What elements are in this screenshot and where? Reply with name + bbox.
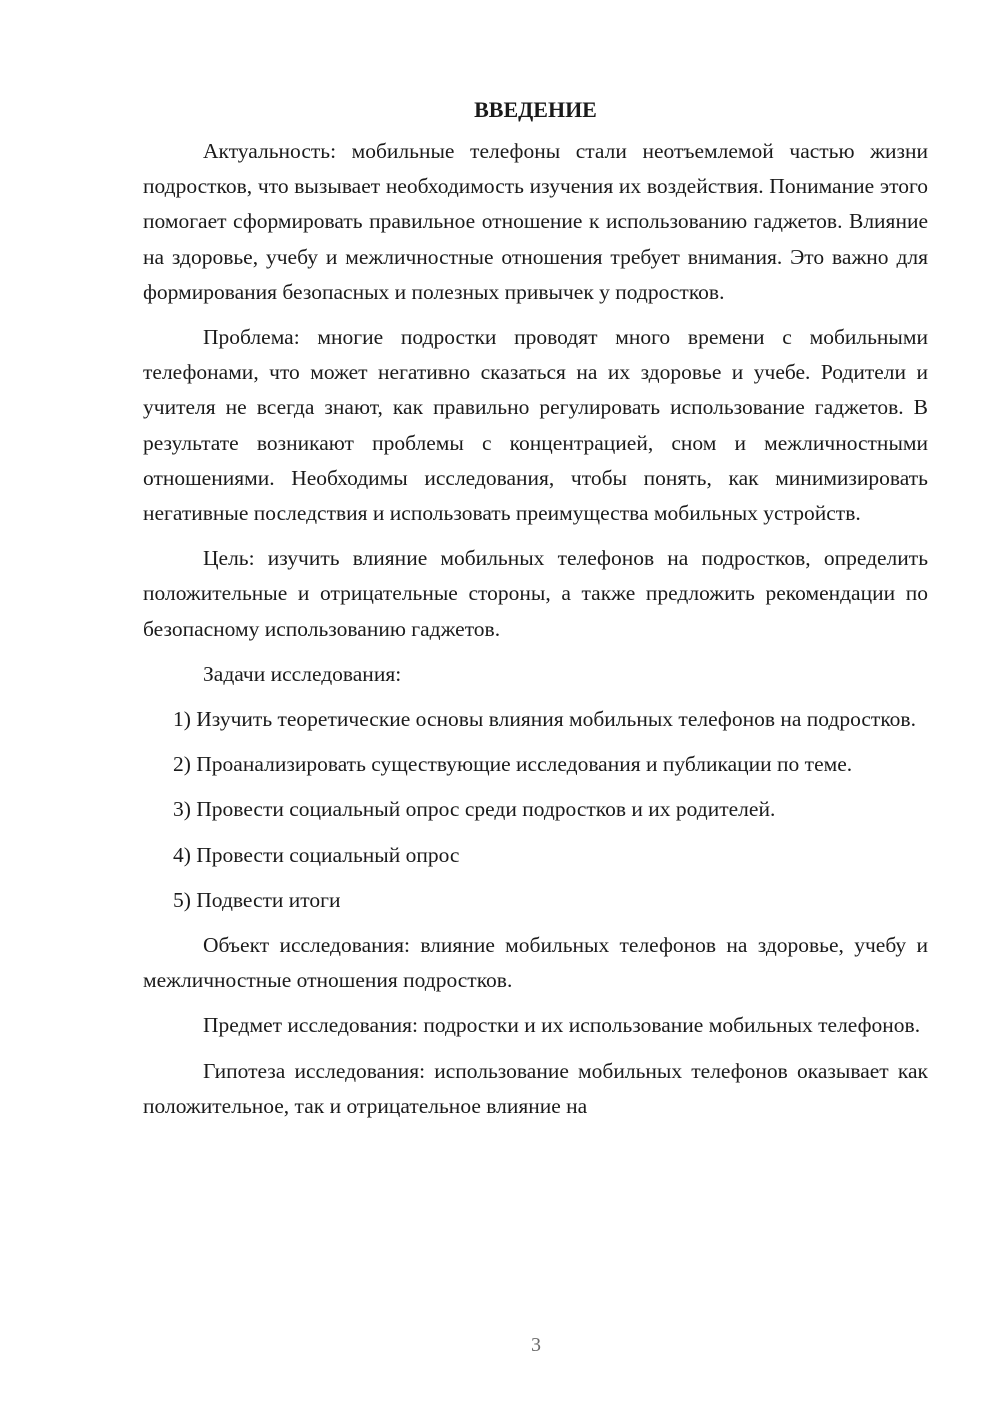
- paragraph-tasks-heading: Задачи исследования:: [203, 661, 402, 686]
- page-number: 3: [531, 1334, 541, 1356]
- task-item-3: 3) Провести социальный опрос среди подростков и их родителей.: [173, 797, 776, 822]
- paragraph-subject: Предмет исследования: подростки и их использование мобильных телефонов.: [203, 1013, 921, 1038]
- task-item-2: 2) Проанализировать существующие исследования и публикации по теме.: [173, 752, 853, 777]
- paragraph-hypothesis: Гипотеза исследования: использование мобильных телефонов оказывает как положительное, так и отрицательное влияние на: [143, 1058, 928, 1118]
- paragraph-object: Объект исследования: влияние мобильных телефонов на здоровье, учебу и межличностные отношения подростков.: [143, 933, 928, 993]
- paragraph-relevance: Актуальность: мобильные телефоны стали неотъемлемой частью жизни подростков, что вызывает необходимость изучения их воздействия. Понимание этого помогает сформировать правильное отношение к использованию гаджетов. Влияние на здоровье, учебу и межличностные отношения требует внимания. Это важно для формирования безопасных и полезных привычек у подростков.: [143, 139, 928, 304]
- paragraph-problem: Проблема: многие подростки проводят много времени с мобильными телефонами, что может негативно сказаться на их здоровье и учебе. Родители и учителя не всегда знают, как правильно регулировать использование гаджетов. В результате возникают проблемы с концентрацией, сном и межличностными отношениями. Необходимы исследования, чтобы понять, как минимизировать негативные последствия и использовать преимущества мобильных устройств.: [143, 325, 928, 526]
- page-body: [143, 92, 928, 1134]
- paragraph-goal: Цель: изучить влияние мобильных телефонов на подростков, определить положительные и отрицательные стороны, а также предложить рекомендации по безопасному использованию гаджетов.: [143, 546, 928, 641]
- task-item-1: 1) Изучить теоретические основы влияния мобильных телефонов на подростков.: [173, 707, 916, 732]
- task-item-4: 4) Провести социальный опрос: [173, 842, 460, 867]
- task-item-5: 5) Подвести итоги: [173, 887, 341, 912]
- page-title: ВВЕДЕНИЕ: [474, 97, 597, 122]
